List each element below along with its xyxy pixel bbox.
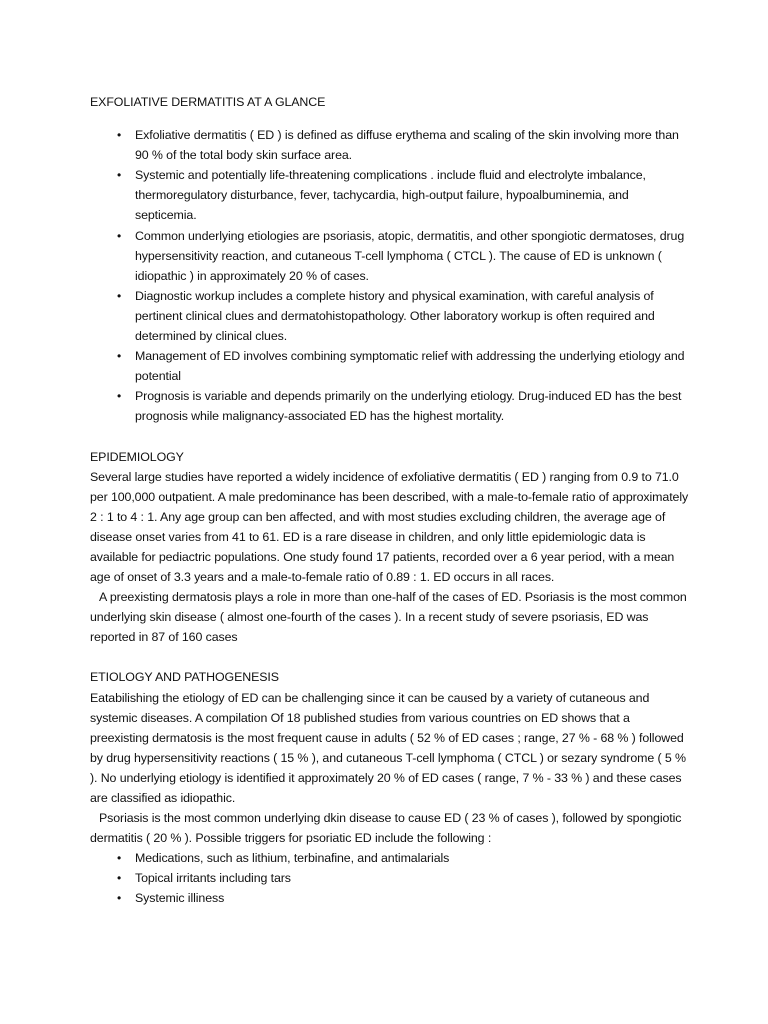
list-item-text: Systemic illiness [135, 891, 225, 906]
bullet-icon: • [117, 851, 122, 866]
epidemiology-heading: EPIDEMIOLOGY [90, 449, 184, 464]
etiology-heading: ETIOLOGY AND PATHOGENESIS [90, 670, 279, 685]
epidemiology-paragraph-2: A preexisting dermatosis plays a role in more than one-half of the cases of ED. Psoriasis is the most common underlying skin disease ( almost one-fourth of the cases ). In a recent study of severe psoriasis, ED was reported in 87 of 160 cases [90, 590, 687, 645]
bullet-icon: • [117, 891, 122, 906]
list-item-text: Medications, such as lithium, terbinafine, and antimalarials [135, 851, 450, 866]
list-item [90, 125, 690, 165]
list-item [90, 386, 690, 426]
bullet-icon: • [117, 288, 122, 303]
spacer [90, 112, 690, 125]
document-page [90, 92, 690, 909]
list-item [90, 226, 690, 286]
spacer [90, 647, 690, 667]
spacer [90, 427, 690, 447]
list-item [90, 868, 690, 888]
bullet-icon: • [117, 128, 122, 143]
bullet-icon: • [117, 871, 122, 886]
list-item-text: Exfoliative dermatitis ( ED ) is defined as diffuse erythema and scaling of the skin involving more than 90 % of the total body skin surface area. [135, 128, 679, 163]
list-item [90, 165, 690, 225]
list-item-text: Prognosis is variable and depends primarily on the underlying etiology. Drug-induced ED has the best prognosis while malignancy-associated ED has the highest mortality. [135, 389, 682, 424]
bullet-icon: • [117, 349, 122, 364]
list-item-text: Systemic and potentially life-threatening complications . include fluid and electrolyte imbalance, thermoregulatory disturbance, fever, tachycardia, high-output failure, hypoalbuminemia, and septicemia. [135, 168, 646, 223]
list-item-text: Topical irritants including tars [135, 871, 291, 886]
triggers-bullet-list [90, 848, 690, 908]
list-item-text: Common underlying etiologies are psoriasis, atopic, dermatitis, and other spongiotic dermatoses, drug hypersensitivity reaction, and cutaneous T-cell lymphoma ( CTCL ). The cause of ED is unknown ( idiopathic ) in approximately 20 % of cases. [135, 228, 685, 283]
etiology-paragraph-2: Psoriasis is the most common underlying dkin disease to cause ED ( 23 % of cases ), followed by spongiotic dermatitis ( 20 % ). Possible triggers for psoriatic ED include the following : [90, 811, 682, 846]
bullet-icon: • [117, 389, 122, 404]
bullet-icon: • [117, 228, 122, 243]
epidemiology-paragraph-1: Several large studies have reported a widely incidence of exfoliative dermatitis ( ED ) ranging from 0.9 to 71.0 per 100,000 outpatient. A male predominance has been described, with a male-to-female ratio of approximately 2 : 1 to 4 : 1. Any age group can ben affected, and with most studies excluding children, the average age of disease onset varies from 41 to 61. ED is a rare disease in children, and only little epidemiologic data is available for pediactric populations. One study found 17 patients, recorded over a 6 year period, with a mean age of onset of 3.3 years and a male-to-female ratio of 0.89 : 1. ED occurs in all races. [90, 469, 689, 585]
list-item [90, 346, 690, 386]
list-item-text: Management of ED involves combining symptomatic relief with addressing the underlying etiology and potential [135, 349, 685, 384]
list-item [90, 848, 690, 868]
etiology-paragraph-1: Eatabilishing the etiology of ED can be challenging since it can be caused by a variety of cutaneous and systemic diseases. A compilation Of 18 published studies from various countries on ED shows that a preexisting dermatosis is the most frequent cause in adults ( 52 % of ED cases ; range, 27 % - 68 % ) followed by drug hypersensitivity reactions ( 15 % ), and cutaneous T-cell lymphoma ( CTCL ) or sezary syndrome ( 5 % ). No underlying etiology is identified it approximately 20 % of ED cases ( range, 7 % - 33 % ) and these cases are classified as idiopathic. [90, 690, 686, 805]
summary-heading: EXFOLIATIVE DERMATITIS AT A GLANCE [90, 95, 326, 109]
list-item-text: Diagnostic workup includes a complete history and physical examination, with careful analysis of pertinent clinical clues and dermatohistopathology. Other laboratory workup is often required and determined by clinical clues. [135, 288, 655, 344]
summary-bullet-list [90, 125, 690, 426]
list-item [90, 286, 690, 346]
list-item [90, 888, 690, 908]
bullet-icon: • [117, 168, 122, 183]
